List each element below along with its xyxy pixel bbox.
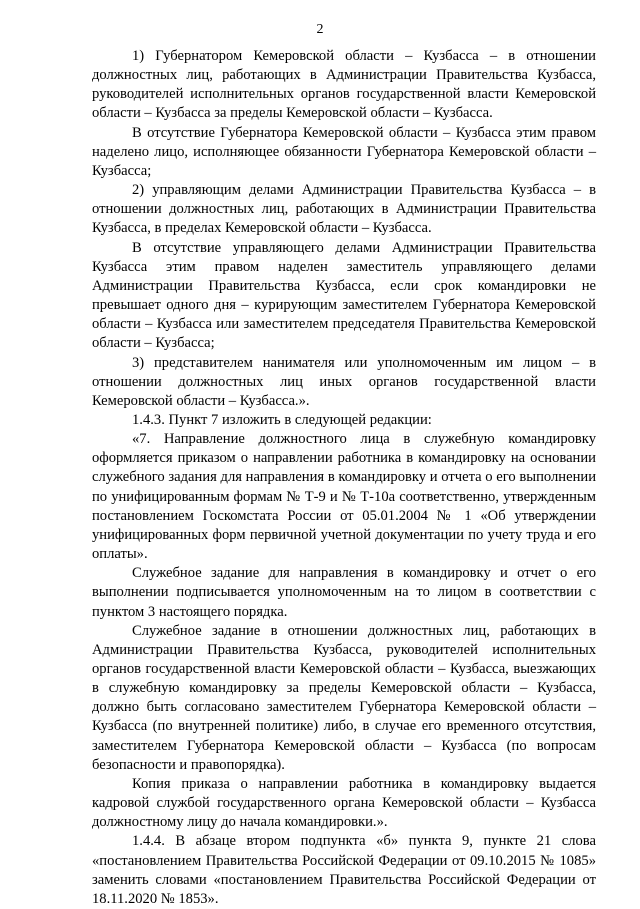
paragraph-service-task: Служебное задание для направления в командировку и отчет о его выполнении подписывается уполномоченным на то лицом в соответствии с пунктом 3 настоящего порядка. (92, 565, 596, 620)
paragraph-clause-1-4-3: 1.4.3. Пункт 7 изложить в следующей редакции: (132, 411, 432, 428)
paragraph-employer-representative: 3) представителем нанимателя или уполномоченным им лицом – в отношении должностных лиц иных органов государственной власти Кемеровской области – Кузбасса.». (92, 354, 596, 409)
document-body (92, 47, 596, 909)
paragraph-governor-authority: 1) Губернатором Кемеровской области – Кузбасса – в отношении должностных лиц, работающих в Администрации Правительства Кузбасса, руководителей исполнительных органов государственной власти Кемеровской области – Кузбасса за пределы Кемеровской области – Кузбасса. (92, 48, 596, 122)
paragraph-service-task-approval: Служебное задание в отношении должностных лиц, работающих в Администрации Правительства Кузбасса, руководителей исполнительных органов государственной власти Кемеровской области – Кузбасса, выезжающих в служебную командировку за пределы Кемеровской области – Кузбасса, должно быть согласовано заместителем Губернатора Кемеровской области – Кузбасса (по внутренней политике) либо, в случае его временного отсутствия, заместителем Губернатора Кемеровской области – Кузбасса (по вопросам безопасности и правопорядка). (92, 622, 596, 773)
paragraph-administrator-authority: 2) управляющим делами Администрации Правительства Кузбасса – в отношении должностных лиц, работающих в Администрации Правительства Кузбасса, в пределах Кемеровской области – Кузбасса. (92, 182, 596, 237)
page-number: 2 (316, 22, 324, 37)
paragraph-item-7: «7. Направление должностного лица в служебную командировку оформляется приказом о направлении работника в командировку на основании служебного задания для направления в командировку и отчета о его выполнении по унифицированным формам № Т-9 и № Т-10а соответственно, утвержденным постановлением Госкомстата России от 05.01.2004 № 1 «Об утверждении унифицированных форм первичной учетной документации по учету труда и его оплаты». (92, 431, 596, 563)
paragraph-governor-absence: В отсутствие Губернатора Кемеровской области – Кузбасса этим правом наделено лицо, исполняющее обязанности Губернатора Кемеровской области – Кузбасса; (92, 124, 596, 179)
paragraph-order-copy: Копия приказа о направлении работника в командировку выдается кадровой службой государственного органа Кемеровской области – Кузбасса должностному лицу до начала командировки.». (92, 775, 596, 831)
paragraph-clause-1-4-4: 1.4.4. В абзаце втором подпункта «б» пункта 9, пункте 21 слова «постановлением Правительства Российской Федерации от 09.10.2015 № 1085» заменить словами «постановлением Правительства Российской Федерации от 18.11.2020 № 1853». (92, 833, 596, 907)
paragraph-administrator-absence: В отсутствие управляющего делами Администрации Правительства Кузбасса этим правом наделен заместитель управляющего делами Администрации Правительства Кузбасса, если срок командировки не превышает одного дня – курирующим заместителем Губернатора Кемеровской области – Кузбасса или заместителем председателя Правительства Кемеровской области – Кузбасса; (92, 239, 596, 352)
